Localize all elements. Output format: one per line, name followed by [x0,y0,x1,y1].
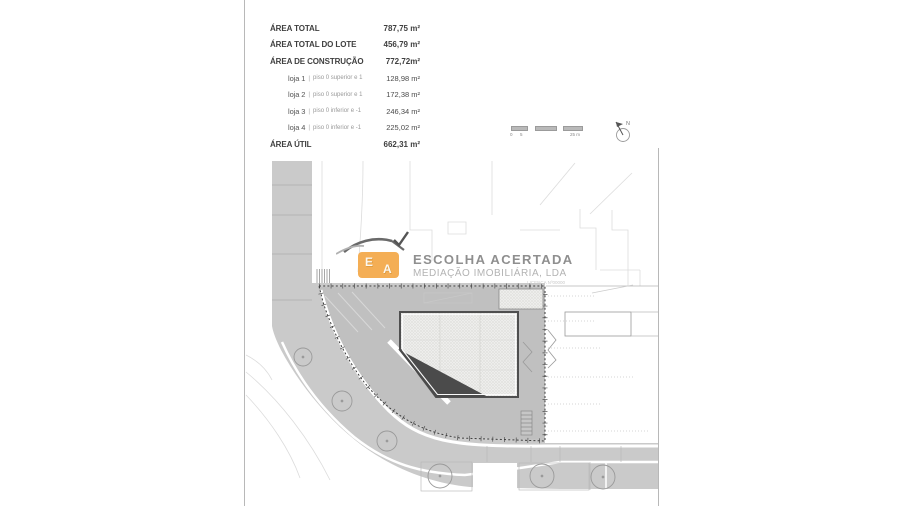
table-row [270,20,420,37]
area-table [270,20,420,153]
scale-segment [563,126,583,131]
row-label: loja 2 [288,90,306,100]
table-row [270,37,420,54]
row-value: 787,75 m² [383,23,420,33]
separator: | [308,74,311,82]
table-row [270,103,420,120]
separator: | [308,124,311,132]
row-label: loja 1 [288,73,306,83]
scale-tick-label: 5 [520,132,523,137]
company-name: ESCOLHA ACERTADA [413,252,574,267]
table-row [270,53,420,70]
row-value: 246,34 m² [386,106,420,116]
row-value: 172,38 m² [386,90,420,100]
row-value: 772,72m² [385,56,420,66]
annex-building [499,289,543,309]
separator: | [308,107,311,115]
row-value: 456,79 m² [383,40,420,50]
scale-segment [535,126,557,131]
row-label: ÁREA ÚTIL [270,139,312,149]
north-pennant [616,122,623,127]
row-detail: piso 0 superior e 1 [313,91,363,98]
row-label: ÁREA TOTAL [270,23,320,33]
row-detail: piso 0 superior e 1 [313,75,363,82]
table-row [270,86,420,103]
license-line: LICENÇA Nº00000 [527,279,565,285]
logo-text-block [413,252,578,285]
watermark-logo [328,230,578,285]
table-row [270,136,420,153]
row-detail: piso 0 inferior e -1 [313,108,362,115]
table-row [270,120,420,137]
logo-monogram-box [358,252,399,278]
sidewalk-gap [473,463,517,492]
row-label: loja 4 [288,123,306,133]
row-value: 225,02 m² [386,123,420,133]
north-label: N [626,121,630,127]
neighbour-outlines [546,285,658,336]
scale-tick-label: 0 [510,132,513,137]
scale-bar [510,126,584,140]
row-detail: piso 0 inferior e -1 [313,124,362,131]
row-value: 128,98 m² [386,73,420,83]
scale-tick-label: 25 m [570,132,581,137]
row-label: ÁREA TOTAL DO LOTE [270,40,357,50]
company-subtitle: MEDIAÇÃO IMOBILIÁRIA, LDA [413,268,567,279]
logo-letter-e: E [365,255,374,269]
table-row [270,70,420,87]
row-label: ÁREA DE CONSTRUÇÃO [270,56,364,66]
dimension-leaders [548,296,648,431]
row-value: 662,31 m² [383,139,420,149]
separator: | [308,91,311,99]
scale-segment [511,126,528,131]
logo-letter-a: A [383,262,392,276]
stairs-symbol [521,411,532,435]
row-label: loja 3 [288,106,306,116]
north-arrow [606,116,640,148]
